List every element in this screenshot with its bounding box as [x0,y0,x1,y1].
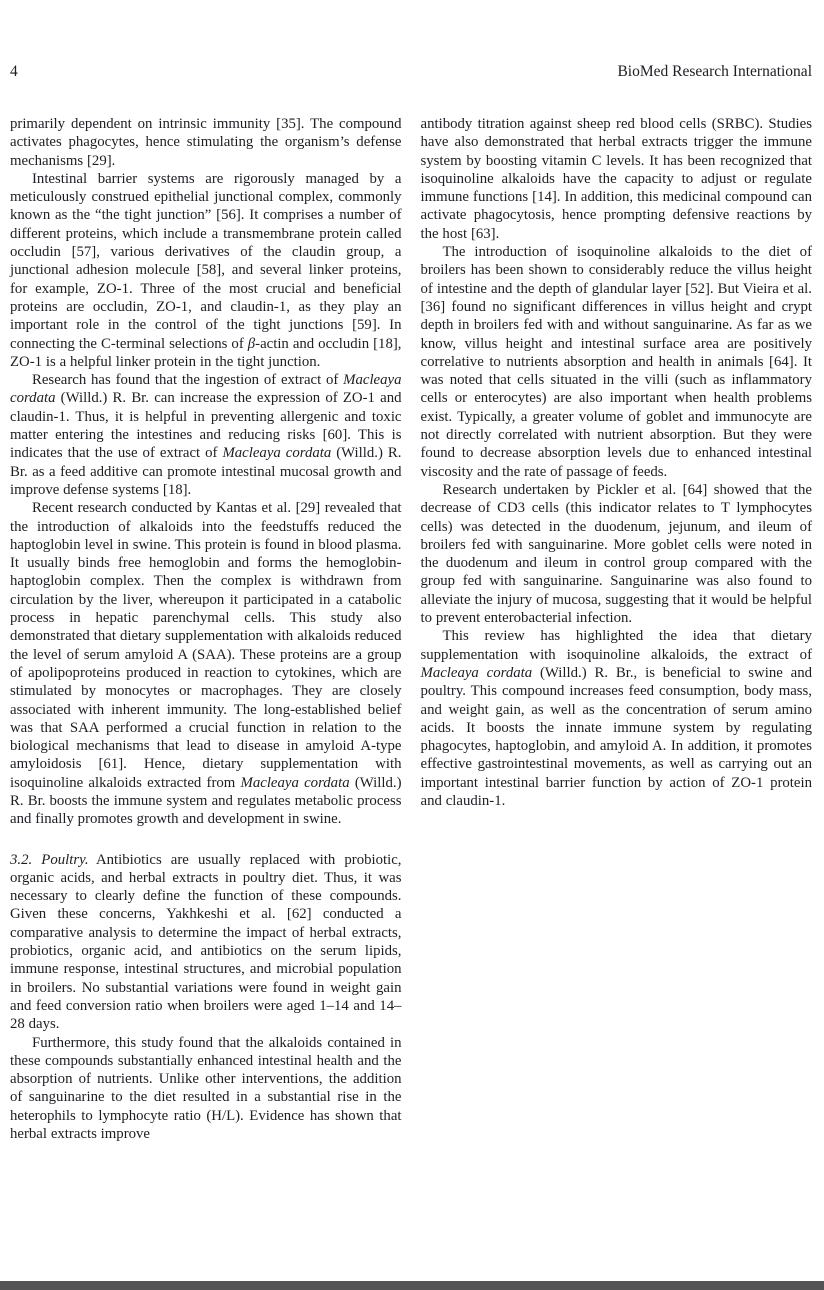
body-paragraph [10,115,402,170]
page-number: 4 [10,63,18,80]
text-run: Research has found that the ingestion of extract of [32,372,344,389]
right-column [421,115,813,1143]
body-paragraph [10,499,402,828]
text-run: The introduction of isoquinoline alkaloids to the diet of broilers has been shown to considerably reduce the villus height of intestine and the depth of glandular layer [52]. But Vieira et al.[36] found no significant differences in villus height and crypt depth in broilers fed with and without sanguinarine. As far as we know, villus height and intestinal surface area are positively correlative to nutrients absorption and health in animals [64]. It was noted that cells situated in the villi (such as inflammatory cells or enterocytes) are also important when health problems exist. Typically, a greater volume of goblet and immunocyte are not directly correlated with nutrient absorption. But they were found to decrease absorption levels due to enhanced intestinal viscosity and the rate of passage of feeds. [420,244,812,480]
text-run: Research undertaken by Pickler et al. [64] showed that the decrease of CD3 cells (this indicator relates to T lymphocytes cells) was detected in the duodenum, jejunum, and ileum of broilers fed with sanguinarine. More goblet cells were noted in the duodenum and ileum in control group compared with the group fed with sanguinarine. Sanguinarine was also found to alleviate the injury of mucosa, suggesting that it would be helpful to prevent enterobacterial infection. [420,481,812,627]
journal-title: BioMed Research International [617,63,812,80]
body-paragraph [10,371,402,499]
species-name: Macleaya cordata [222,445,332,462]
text-run: Furthermore, this study found that the alkaloids contained in these compounds substantially enhanced intestinal health and the absorption of nutrients. Unlike other interventions, the addition of sanguinarine to the diet resulted in a substantial rise in the heterophils to lymphocyte ratio (H/L). Evidence has shown that herbal extracts improve [10,1034,402,1143]
text-run: antibody titration against sheep red blood cells (SRBC). Studies have also demonstrated that herbal extracts trigger the immune system by boosting vitamin C levels. It has been recognized that isoquinoline alkaloids have the capacity to adjust or regulate immune functions [14]. In addition, this medicinal compound can activate phagocytosis, hence prompting defensive reactions by the host [63]. [420,116,812,242]
text-run: Antibiotics are usually replaced with probiotic, organic acids, and herbal extracts in poultry diet. Thus, it was necessary to clearly define the function of these compounds. Given these concerns, Yakhkeshi et al. [62] conducted a comparative analysis to determine the impact of herbal extracts, probiotics, organic acid, and antibiotics on the serum lipids, immune response, intestinal structures, and microbial population in broilers. No substantial variations were found in weight gain and feed conversion ratio when broilers were aged 1–14 and 14–28 days. [10,851,402,1033]
running-head [10,63,812,81]
text-run: -actin and occludin [18], ZO-1 is a helpful linker protein in the tight junction. [10,335,402,370]
window-bottom-bar [0,1281,824,1290]
species-name: Macleaya cordata [420,664,533,681]
two-column-body [10,115,812,1143]
text-run: Intestinal barrier systems are rigorously managed by a meticulously construed epithelial junctional complex, commonly known as the “the tight junction” [56]. It comprises a number of different proteins, which include a transmembrane protein called occludin [57], various derivatives of the claudin group, a junctional adhesion molecule [58], and several linker proteins, for example, ZO-1. Three of the most crucial and beneficial proteins are occludin, ZO-1, and claudin-1, as they play an important role in the control of the tight junctions [59]. In connecting the C-terminal selections of [10,170,402,352]
body-paragraph [421,243,813,481]
text-run: This review has highlighted the idea that dietary supplementation with isoquinoline alkaloids, the extract of [420,628,812,663]
body-paragraph [10,1034,402,1144]
text-run: Recent research conducted by Kantas et al. [29] revealed that the introduction of alkaloids into the feedstuffs reduced the haptoglobin level in swine. This protein is found in blood plasma. It usually binds free hemoglobin and forms the hemoglobin-haptoglobin complex. Then the complex is withdrawn from circulation by the liver, whereupon it participated in a catabolic process in hepatic parenchymal cells. This study also demonstrated that dietary supplementation with alkaloids reduced the level of serum amyloid A (SAA). These proteins are a group of apolipoproteins produced in reaction to cytokines, which are stimulated by monocytes or macrophages. They are closely associated with inherent immunity. The long-established belief was that SAA performed a crucial function in relation to the biological mechanisms that lead to disease in amyloid A-type amyloidosis [61]. Hence, dietary supplementation with isoquinoline alkaloids extracted from [10,500,402,791]
body-paragraph [421,481,813,627]
subsection-paragraph [10,851,402,1034]
subsection-heading: 3.2. Poultry. [10,851,89,868]
text-run: (Willd.) R. Br., is beneficial to swine and poultry. This compound increases feed consumption, body mass, and weight gain, as well as the concentration of serum amino acids. It boosts the innate immune system by regulating phagocytes, haptoglobin, and amyloid A. In addition, it promotes effective gastrointestinal movements, as well as carrying out an important intestinal barrier function by action of ZO-1 protein and claudin-1. [420,664,812,809]
text-run: (Willd.) R. Br. can increase the expression of ZO-1 and claudin-1. Thus, it is helpful in preventing allergenic and toxic matter entering the intestines and reducing risks [60]. This is indicates that the use of extract of [10,390,402,462]
body-paragraph [421,627,813,810]
beta-symbol: β [247,335,256,352]
left-column [10,115,402,1143]
body-paragraph [421,115,813,243]
text-run: primarily dependent on intrinsic immunity [35]. The compound activates phagocytes, hence stimulating the organism’s defense mechanisms [29]. [10,116,402,169]
text-run: (Willd.) R. Br. boosts the immune system and regulates metabolic process and finally promotes growth and development in swine. [10,774,402,828]
species-name: Macleaya cordata [240,774,350,791]
text-run: (Willd.) R. Br. as a feed additive can promote intestinal mucosal growth and improve defense systems [18]. [10,445,402,498]
species-name: Macleaya cordata [10,372,402,407]
body-paragraph [10,170,402,371]
